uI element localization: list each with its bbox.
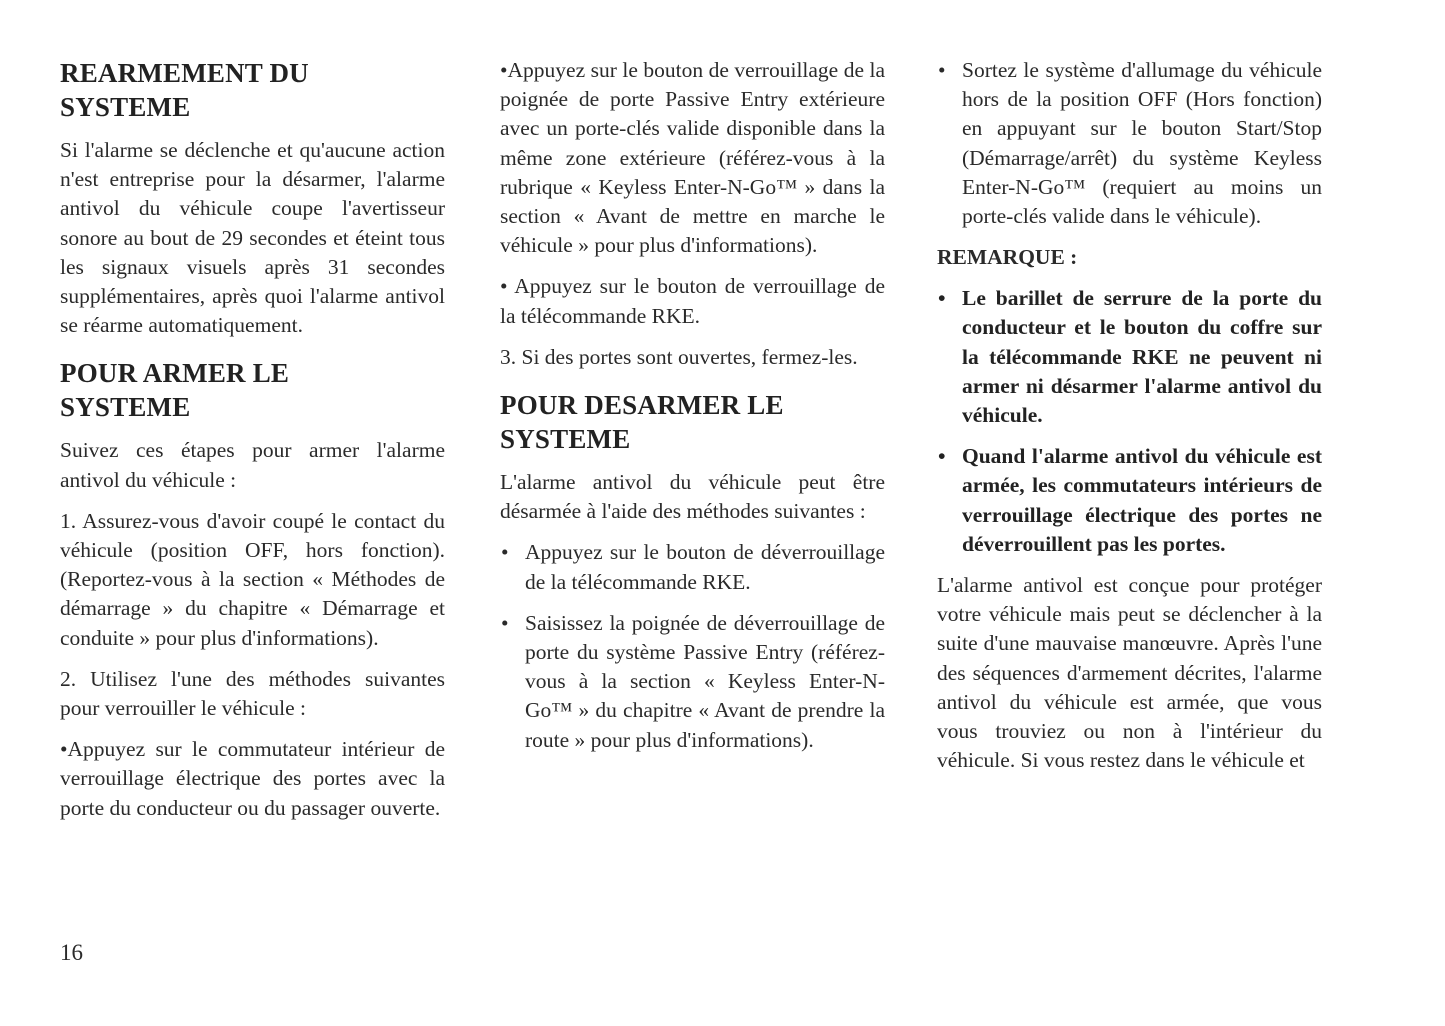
bullet-icon: • [938, 58, 946, 82]
paragraph: • Appuyez sur le bouton de verrouillage de la télécommande RKE. [500, 274, 885, 328]
bullet-icon: • [938, 444, 946, 469]
column-3 [937, 56, 1322, 787]
paragraph: 1. Assurez-vous d'avoir coupé le contact du véhicule (position OFF, hors fonction). (Reportez-vous à la section « Méthodes de démarrage » du chapitre « Démarrage et conduite » pour plus d'informations). [60, 508, 445, 650]
paragraph: •Appuyez sur le commutateur intérieur de verrouillage électrique des portes avec la porte du conducteur ou du passager ouverte. [60, 737, 445, 820]
heading-rearmement [60, 56, 445, 124]
remark-text: Quand l'alarme antivol du véhicule est armée, les commutateurs intérieurs de verrouillage électrique des portes ne déverrouillent pas les portes. [962, 444, 1322, 556]
paragraph: 2. Utilisez l'une des méthodes suivantes pour verrouiller le véhicule : [60, 666, 445, 721]
paragraph: Si l'alarme se déclenche et qu'aucune action n'est entreprise pour la désarmer, l'alarme antivol du véhicule coupe l'avertisseur sonore au bout de 29 secondes et éteint tous les signaux visuels après 31 secondes supplémentaires, après quoi l'alarme antivol se réarme automatiquement. [60, 138, 445, 338]
paragraph: •Appuyez sur le bouton de verrouillage de la poignée de porte Passive Entry extérieure avec un porte-clés valide disponible dans la même zone extérieure (référez-vous à la rubrique « Keyless Enter-N-Go™ » dans la section « Avant de mettre en marche le véhicule » pour plus d'informations). [500, 58, 885, 258]
bullet-item [500, 609, 885, 755]
heading-line: SYSTEME [60, 92, 191, 122]
heading-line: POUR ARMER LE [60, 358, 290, 389]
heading-desarmer [500, 388, 885, 456]
heading-line: SYSTEME [60, 392, 191, 423]
heading-armer [60, 356, 445, 424]
remark-label: REMARQUE : [937, 245, 1078, 270]
bullet-item [500, 538, 885, 596]
page-number: 16 [60, 940, 83, 965]
bullet-text: Appuyez sur le bouton de déverrouillage de la télécommande RKE. [525, 540, 885, 594]
remark-item [937, 284, 1322, 430]
paragraph: Suivez ces étapes pour armer l'alarme antivol du véhicule : [60, 438, 445, 492]
bullet-icon: • [938, 286, 946, 311]
bullet-icon: • [501, 610, 509, 635]
bullet-text: Saisissez la poignée de déverrouillage de porte du système Passive Entry (référez-vous à la section « Keyless Enter-N-Go™ » du chapitre « Avant de prendre la route » pour plus d'informations). [525, 610, 885, 752]
bullet-icon: • [501, 540, 509, 565]
remark-text: Le barillet de serrure de la porte du conducteur et le bouton du coffre sur la télécommande RKE ne peuvent ni armer ni désarmer l'alarme antivol du véhicule. [962, 286, 1322, 428]
heading-line: POUR DESARMER LE [500, 390, 784, 421]
heading-line: SYSTEME [500, 424, 631, 455]
paragraph: L'alarme antivol est conçue pour protéger votre véhicule mais peut se déclencher à la suite d'une mauvaise manœuvre. Après l'une des séquences d'armement décrites, l'alarme antivol du véhicule est armée, que vous vous trouviez ou non à l'intérieur du véhicule. Si vous restez dans le véhicule et [937, 573, 1322, 773]
paragraph: 3. Si des portes sont ouvertes, fermez-les. [500, 344, 858, 369]
bullet-item [937, 56, 1322, 231]
remark-item [937, 442, 1322, 559]
heading-line: REARMEMENT DU [60, 58, 309, 88]
paragraph: L'alarme antivol du véhicule peut être désarmée à l'aide des méthodes suivantes : [500, 470, 885, 524]
bullet-text: Sortez le système d'allumage du véhicule hors de la position OFF (Hors fonction) en appuyant sur le bouton Start/Stop (Démarrage/arrêt) du système Keyless Enter-N-Go™ (requiert au moins un porte-clés valide dans le véhicule). [962, 58, 1322, 229]
column-2 [500, 56, 885, 767]
column-1 [60, 56, 445, 835]
